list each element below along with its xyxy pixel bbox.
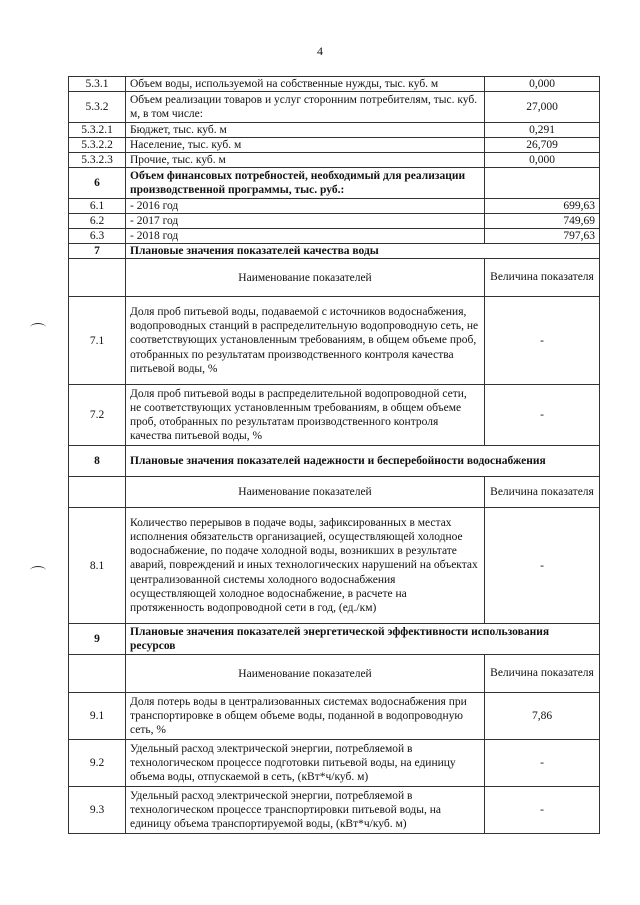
table-row <box>69 693 600 740</box>
row-number: 9.3 <box>69 787 126 834</box>
column-header-row <box>69 477 600 508</box>
table-row <box>69 787 600 834</box>
section-header-row <box>69 446 600 477</box>
row-text: Удельный расход электрической энергии, потребляемой в технологическом процессе подготовки питьевой воды, на единицу объема воды, отпускаемой в сеть, (кВт*ч/куб. м) <box>126 740 485 787</box>
column-header-row <box>69 655 600 693</box>
section-title: Плановые значения показателей качества воды <box>126 244 600 259</box>
row-value: 0,000 <box>485 77 600 92</box>
column-header-row <box>69 259 600 297</box>
row-text: Население, тыс. куб. м <box>126 138 485 153</box>
row-text: Доля проб питьевой воды в распределительной водопроводной сети, не соответствующих установленным требованиям, в общем объеме проб, отобранных по результатам производственного контроля качества питьевой воды, % <box>126 385 485 446</box>
row-text: - 2016 год <box>126 199 485 214</box>
section-number: 6 <box>69 168 126 199</box>
table-row <box>69 229 600 244</box>
row-value: 699,63 <box>485 199 600 214</box>
row-number: 6.2 <box>69 214 126 229</box>
column-header-name: Наименование показателей <box>126 655 485 693</box>
table-row <box>69 92 600 123</box>
row-value: - <box>485 508 600 624</box>
table-row <box>69 77 600 92</box>
row-number: 9.1 <box>69 693 126 740</box>
row-text: Доля потерь воды в централизованных системах водоснабжения при транспортировке в общем объеме воды, поданной в водопроводную сеть, % <box>126 693 485 740</box>
row-text: - 2018 год <box>126 229 485 244</box>
row-value: 26,709 <box>485 138 600 153</box>
row-value: 27,000 <box>485 92 600 123</box>
section-title: Плановые значения показателей энергетической эффективности использования ресурсов <box>126 624 600 655</box>
row-text: Объем реализации товаров и услуг сторонним потребителям, тыс. куб. м, в том числе: <box>126 92 485 123</box>
margin-mark <box>30 566 46 575</box>
column-header-name: Наименование показателей <box>126 259 485 297</box>
row-number: 6.3 <box>69 229 126 244</box>
row-number: 5.3.1 <box>69 77 126 92</box>
row-number: 7.2 <box>69 385 126 446</box>
row-value: 797,63 <box>485 229 600 244</box>
row-number: 7.1 <box>69 297 126 385</box>
row-number: 9.2 <box>69 740 126 787</box>
row-value: - <box>485 297 600 385</box>
row-number: 5.3.2.2 <box>69 138 126 153</box>
row-value: - <box>485 740 600 787</box>
margin-mark <box>30 323 46 332</box>
column-header-name: Наименование показателей <box>126 477 485 508</box>
section-title: Объем финансовых потребностей, необходимый для реализации производственной программы, тыс. руб.: <box>126 168 485 199</box>
section-number: 9 <box>69 624 126 655</box>
row-value: 0,291 <box>485 123 600 138</box>
table-row <box>69 508 600 624</box>
row-value: - <box>485 787 600 834</box>
column-header-value: Величина показателя <box>485 259 600 297</box>
row-text: Бюджет, тыс. куб. м <box>126 123 485 138</box>
table-row <box>69 138 600 153</box>
table-row <box>69 199 600 214</box>
column-header-value: Величина показателя <box>485 477 600 508</box>
section-number: 8 <box>69 446 126 477</box>
section-number: 7 <box>69 244 126 259</box>
empty-cell <box>69 477 126 508</box>
row-number: 8.1 <box>69 508 126 624</box>
row-text: Количество перерывов в подаче воды, зафиксированных в местах исполнения обязательств организацией, осуществляющей холодное водоснабжение, по подаче холодной воды, возникших в результате аварий, повреждений и иных технологических нарушений на объектах централизованной системы холодного водоснабжения осуществляющей холодное водоснабжение, в расчете на протяженность водопроводной сети в год, (ед./км) <box>126 508 485 624</box>
indicators-table <box>68 76 600 834</box>
row-value: 7,86 <box>485 693 600 740</box>
row-text: - 2017 год <box>126 214 485 229</box>
table-row <box>69 214 600 229</box>
table-row <box>69 740 600 787</box>
empty-cell <box>69 259 126 297</box>
row-number: 6.1 <box>69 199 126 214</box>
section-header-row <box>69 168 600 199</box>
row-value: 0,000 <box>485 153 600 168</box>
empty-cell <box>485 168 600 199</box>
row-text: Прочие, тыс. куб. м <box>126 153 485 168</box>
row-number: 5.3.2.3 <box>69 153 126 168</box>
table-row <box>69 153 600 168</box>
table-row <box>69 385 600 446</box>
row-value: - <box>485 385 600 446</box>
table-row <box>69 123 600 138</box>
section-header-row <box>69 244 600 259</box>
column-header-value: Величина показателя <box>485 655 600 693</box>
section-header-row <box>69 624 600 655</box>
row-text: Удельный расход электрической энергии, потребляемой в технологическом процессе транспортировки питьевой воды, на единицу объема транспортируемой воды, (кВт*ч/куб. м) <box>126 787 485 834</box>
empty-cell <box>69 655 126 693</box>
row-text: Доля проб питьевой воды, подаваемой с источников водоснабжения, водопроводных станций в распределительную водопроводную сеть, не соответствующих установленным требованиям, в общем объеме проб, отобранных по результатам производственного контроля качества питьевой воды, % <box>126 297 485 385</box>
page-number: 4 <box>317 44 323 58</box>
row-number: 5.3.2.1 <box>69 123 126 138</box>
row-value: 749,69 <box>485 214 600 229</box>
section-title: Плановые значения показателей надежности и бесперебойности водоснабжения <box>126 446 600 477</box>
row-number: 5.3.2 <box>69 92 126 123</box>
table-row <box>69 297 600 385</box>
row-text: Объем воды, используемой на собственные нужды, тыс. куб. м <box>126 77 485 92</box>
